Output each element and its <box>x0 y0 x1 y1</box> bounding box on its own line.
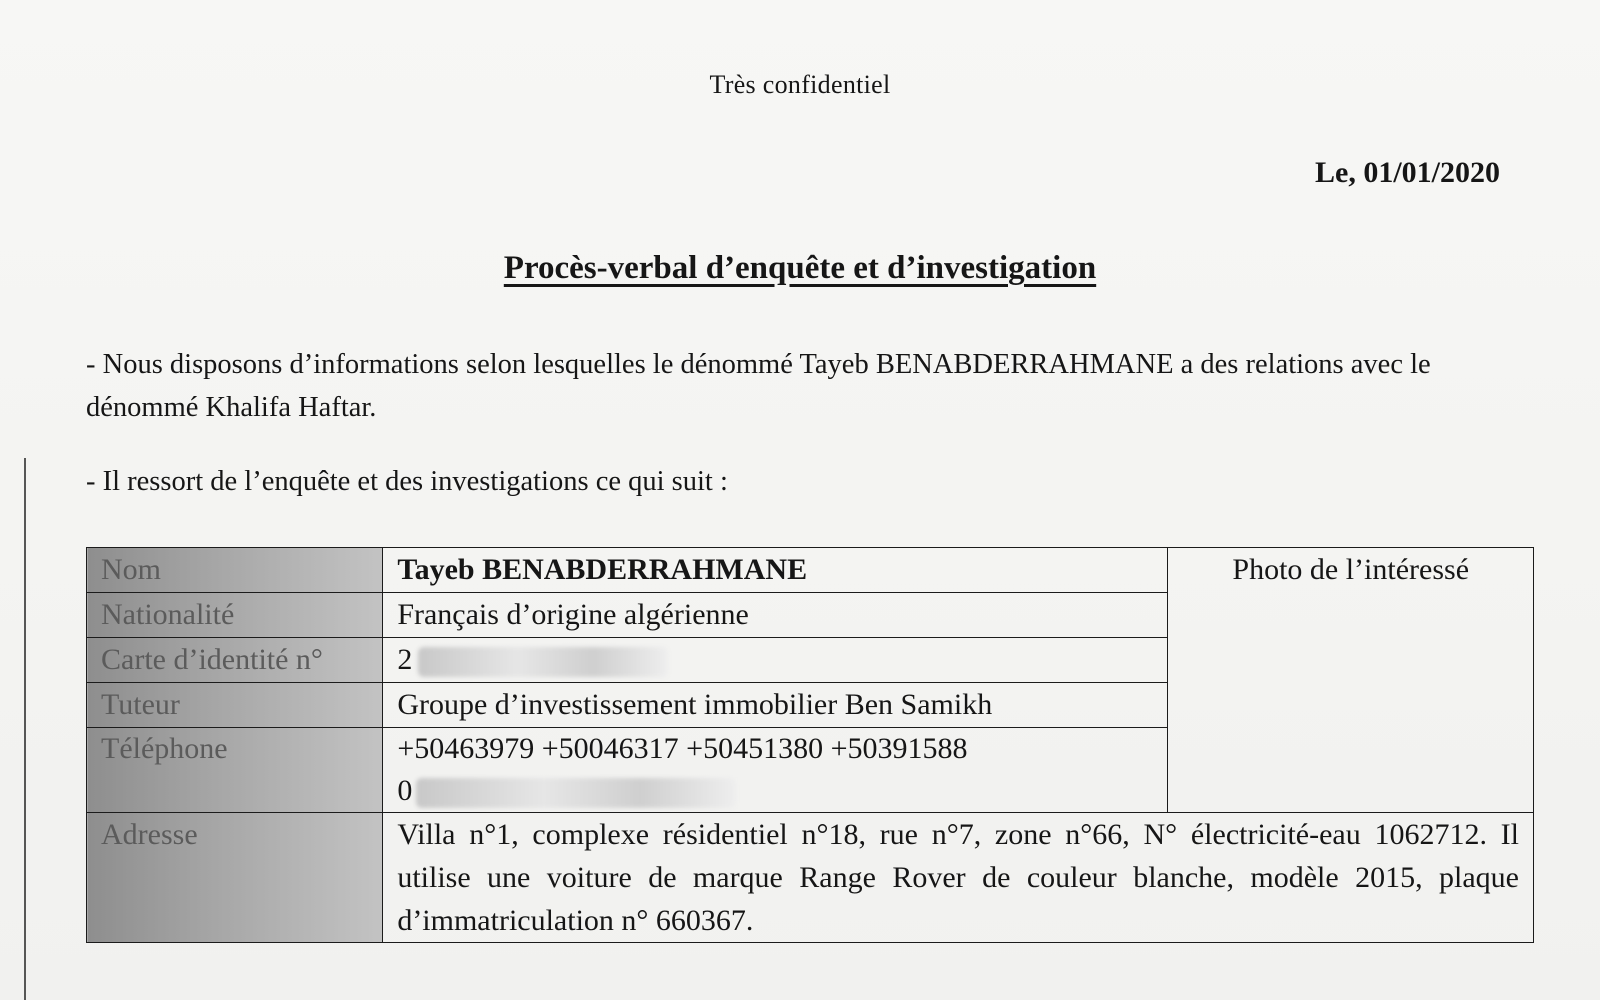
value-tuteur: Groupe d’investissement immobilier Ben Samikh <box>383 683 1168 728</box>
value-telephone-cell <box>383 728 1168 813</box>
label-adresse: Adresse <box>87 813 383 943</box>
value-adresse: Villa n°1, complexe résidentiel n°18, rue n°7, zone n°66, N° électricité-eau 1062712. Il utilise une voiture de marque Range Rover de couleur blanche, modèle 2015, plaque d’immatriculation n° 660367. <box>383 813 1534 943</box>
table-row <box>87 548 1534 593</box>
label-carte-identite: Carte d’identité n° <box>87 638 383 683</box>
redacted-id-number <box>418 647 668 677</box>
value-telephone-line-2 <box>397 770 1153 812</box>
paragraph-intro: - Nous disposons d’informations selon lesquelles le dénommé Tayeb BENABDERRAHMANE a des relations avec le dénommé Khalifa Haftar. <box>86 349 1431 423</box>
document-date: Le, 01/01/2020 <box>1315 156 1500 189</box>
value-telephone: +50463979 +50046317 +50451380 +50391588 <box>397 732 968 765</box>
label-tuteur: Tuteur <box>87 683 383 728</box>
value-carte-identite: 2 <box>397 643 413 676</box>
photo-placeholder: Photo de l’intéressé <box>1168 548 1534 813</box>
value-nom: Tayeb BENABDERRAHMANE <box>383 548 1168 593</box>
table-row <box>87 813 1534 943</box>
redacted-phone-number <box>416 778 736 808</box>
page-fold-line <box>24 458 26 1000</box>
label-nationalite: Nationalité <box>87 593 383 638</box>
value-telephone-prefix: 0 <box>397 774 413 807</box>
identity-table <box>86 547 1534 943</box>
document-title: Procès-verbal d’enquête et d’investigation <box>503 250 1097 286</box>
value-carte-identite-cell <box>383 638 1168 683</box>
value-nationalite: Français d’origine algérienne <box>383 593 1168 638</box>
label-telephone: Téléphone <box>87 728 383 813</box>
label-nom: Nom <box>87 548 383 593</box>
classification-label: Très confidentiel <box>709 70 891 99</box>
paragraph-findings: - Il ressort de l’enquête et des investigations ce qui suit : <box>86 466 728 497</box>
